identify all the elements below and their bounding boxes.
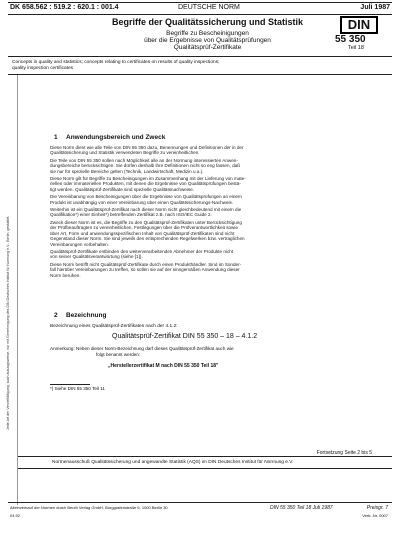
din-logo: DIN	[340, 16, 378, 34]
publisher-note: Alleinverkauf der Normen durch Beuth Verlag GmbH, Burggrafenstraße 6, 1000 Berlin 30	[10, 505, 168, 510]
title-divider	[8, 56, 392, 57]
document-reference: DIN 55 350 Teil 18 Juli 1987	[270, 505, 333, 511]
paragraph	[50, 207, 375, 218]
footer-divider	[8, 502, 392, 503]
text-line: über Art, Form und anwendungsspezifischen Inhalt von Qualitätsprüf-Zertifikaten sind nicht	[50, 230, 235, 236]
paragraph	[50, 249, 375, 260]
price-group: Preisgr. 7	[366, 505, 388, 511]
text-line: Vereinbarungen vorbehalten.	[50, 241, 109, 247]
section-2-heading	[54, 312, 106, 319]
note-line-2: folgt benannt werden:	[96, 352, 141, 357]
alternative-name: „Herstellerzertifikat M nach DIN 55 350 Teil 18"	[108, 363, 219, 369]
subtitle-1: Begriffe zu Bescheinigungen	[166, 30, 249, 37]
text-line: Diese Norm gilt für Begriffe zu Bescheinigungen im Zusammenhang mit der Lieferung von mate-	[50, 176, 246, 182]
text-line: tigt werden. Qualitätsprüf-Zertifikate sind spezielle Qualitätsnachweise.	[50, 186, 195, 192]
text-line: Produkt ist unabhängig von einer Vereinbarung über einen Qualitätssicherungs-Nachweis.	[50, 199, 234, 205]
norm-number: 55 350	[335, 34, 366, 45]
paragraph	[50, 220, 375, 247]
english-title-line-2: quality inspection certificates	[12, 66, 74, 71]
paragraph	[50, 158, 375, 174]
footer-code: 04.92	[10, 513, 21, 518]
committee-divider	[18, 456, 392, 457]
note-line-1: Anmerkung: Neben dieser Norm-Bezeichnung darf dieses Qualitätsprüf-Zertifikat auch wie	[50, 346, 234, 351]
top-border	[8, 2, 392, 3]
copyright-sidebar: Jede Art der Vervielfältigung, auch auszugsweise, nur mit Genehmigung des DIN Deutsches Institut für Normung e.V., Berlin, gestattet.	[6, 215, 10, 430]
norm-type: DEUTSCHE NORM	[178, 4, 240, 11]
english-divider	[8, 74, 392, 75]
footnote-rule	[50, 384, 90, 385]
footnote: *) Siehe DIN 55 350 Teil 11	[50, 386, 105, 391]
text-line: Diese Norm dient wie alle Teile von DIN 55 350 dazu, Benennungen und Definitionen der in der	[50, 145, 244, 150]
text-line: Die Teile von DIN 55 350 sollen nach Möglichkeit alle an der Normung interessierten Anwen-	[50, 157, 238, 163]
paragraph	[50, 145, 375, 156]
committee-text: Normenausschuß Qualitätssicherung und angewandte Statistik (AQS) im DIN Deutsches Institut für Normung e.V.	[52, 460, 294, 465]
text-line: Diese Norm betrifft nicht Qualitätsprüf-Zertifikate durch einen Produkthändler. Sind im Sonder-	[50, 261, 242, 267]
header-row	[10, 4, 390, 14]
section-1-body	[50, 145, 375, 278]
issue-date: Juli 1987	[360, 4, 390, 11]
section-2-title: Bezeichnung	[66, 312, 107, 319]
text-line: dungsbereiche berücksichtigen. Sie dürfen deshalb ihre Definitionen nicht so eng fassen, daß	[50, 163, 240, 169]
sales-number: Vertr.-Nr. 0007	[362, 513, 388, 518]
committee-bottom-rule	[18, 468, 392, 469]
continuation-note: Fortsetzung Seite 2 bis 5	[316, 450, 372, 456]
text-line: von seiner Qualitätsverantwortung (siehe [1]).	[50, 254, 143, 260]
text-line: Qualifikation*) einer Einheit*) betreffenden Zertifikat z.B. nach ISO/IEC Guide 2.	[50, 212, 212, 218]
text-line: Norm beruhen.	[50, 272, 81, 278]
designation-intro: Bezeichnung eines Qualitätsprüf-Zertifikates nach der 4.1.2:	[50, 324, 178, 329]
main-title: Begriffe der Qualitätssicherung und Statistik	[111, 17, 304, 27]
subtitle-3: Qualitätsprüf-Zertifikate	[173, 44, 242, 51]
section-2-number: 2	[54, 312, 58, 319]
paragraph	[50, 194, 375, 205]
text-line: Gegenstand dieser Norm. Sie sind jeweils den entsprechenden Regelwerken bzw. vertraglichen	[50, 236, 245, 242]
section-1-number: 1	[54, 134, 58, 141]
left-border	[17, 75, 18, 505]
paragraph	[50, 176, 375, 192]
designation-example: Qualitätsprüf-Zertifikat DIN 55 350 – 18 – 4.1.2	[112, 333, 258, 340]
section-1-heading	[54, 134, 165, 141]
text-line: Die Vereinbarung von Bescheinigungen über die Ergebnisse von Qualitätsprüfungen an einem	[50, 194, 242, 200]
dk-code: DK 658.562 : 519.2 : 620.1 : 001.4	[10, 4, 119, 11]
header-divider	[8, 14, 392, 15]
english-title-line-1: Concepts in quality and statistics; concepts relating to certificates on results of quality inspections;	[12, 60, 220, 65]
text-line: sie nur für spezielle Bereiche gelten (Technik, Landwirtschaft, Medizin u.a.).	[50, 168, 204, 174]
section-1-title: Anwendungsbereich und Zweck	[66, 134, 166, 141]
text-line: fall hierüber Vereinbarungen zu treffen, so sollen sie auf der sinngemäßen Anwendung dieser	[50, 267, 240, 273]
subtitle-2: über die Ergebnisse von Qualitätsprüfungen	[144, 37, 271, 44]
norm-part: Teil 18	[348, 45, 364, 51]
text-line: der Prüfbeauftragten zu vereinheitlichen. Festlegungen über die Prüfverantwortlichkeit sowie	[50, 225, 238, 231]
text-line: Zweck dieser Norm ist es, die Begriffe zu den Qualitätsprüf-Zertifikaten unter Berücksichtigung	[50, 219, 242, 225]
text-line: Weiterhin ist ein Qualitätsprüf-Zertifikat nach dieser Norm nicht gleichbedeutend mit einem die	[50, 207, 242, 213]
text-line: riellen oder immateriellen Produkten, mit denen die Ergebnisse von Qualitätsprüfungen bestä-	[50, 181, 241, 187]
title-block	[100, 16, 315, 51]
paragraph	[50, 262, 375, 278]
text-line: Qualitätssicherung und Statistik verwendeten Begriffe zu vereinheitlichen.	[50, 150, 200, 156]
text-line: Qualitätsprüf-Zertifikate entbinden den weiterverarbeitenden Abnehmer der Produkte nicht	[50, 248, 234, 254]
